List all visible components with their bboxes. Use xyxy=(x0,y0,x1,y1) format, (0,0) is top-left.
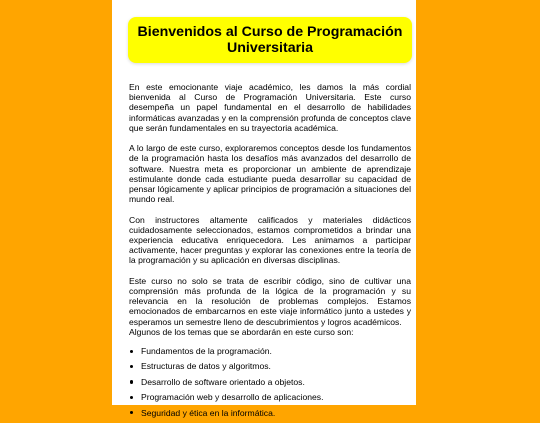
document-page xyxy=(112,0,416,418)
bullet-icon xyxy=(130,365,133,368)
title-banner xyxy=(128,17,412,63)
bullet-icon xyxy=(130,411,133,414)
paragraph-course-scope: A lo largo de este curso, exploraremos conceptos desde los fundamentos de la programación hasta los desafíos más avanzados del desarrollo de software. Nuestra meta es proporcionar un ambiente de aprendizaje estimulante donde cada estudiante pueda desarrollar su capacidad de pensar lógicamente y aplicar principios de programación a situaciones del mundo real. xyxy=(129,143,411,205)
list-item xyxy=(141,346,411,356)
list-item xyxy=(141,392,411,402)
topics-intro: Algunos de los temas que se abordarán en este curso son: xyxy=(129,326,354,337)
topic-label: Desarrollo de software orientado a objetos. xyxy=(141,376,305,387)
list-item xyxy=(141,377,411,387)
bullet-icon xyxy=(130,396,133,399)
list-item xyxy=(141,408,411,418)
document-body xyxy=(129,82,411,423)
topic-label: Programación web y desarrollo de aplicaciones. xyxy=(141,392,324,403)
bullet-icon xyxy=(130,350,133,353)
paragraph-welcome: En este emocionante viaje académico, les damos la más cordial bienvenida al Curso de Programación Universitaria. Este curso desempeña un papel fundamental en el desarrollo de habilidades informáticas avanzadas y en la comprensión profunda de conceptos clave que serán fundamentales en su trayectoria académica. xyxy=(129,82,411,133)
list-item xyxy=(141,361,411,371)
topic-label: Seguridad y ética en la informática. xyxy=(141,407,276,418)
topic-label: Fundamentos de la programación. xyxy=(141,346,272,357)
topic-label: Estructuras de datos y algoritmos. xyxy=(141,361,271,372)
paragraph-course-goals: Este curso no solo se trata de escribir código, sino de cultivar una comprensión más profunda de la lógica de la programación y su relevancia en la resolución de problemas complejos. Estamos emocionados de embarcarnos en este viaje informático junto a ustedes y esperamos un semestre lleno de descubrimientos y logros académicos. xyxy=(129,275,411,327)
topics-list xyxy=(129,346,411,418)
page-title: Bienvenidos al Curso de Programación Universitaria xyxy=(137,24,403,56)
paragraph-instructors: Con instructores altamente calificados y materiales didácticos cuidadosamente seleccionados, estamos comprometidos a brindar una experiencia educativa enriquecedora. Les animamos a participar activamente, hacer preguntas y explorar las conexiones entre la teoría de la programación y su aplicación en diversas disciplinas. xyxy=(129,214,411,266)
bullet-icon xyxy=(130,380,133,383)
